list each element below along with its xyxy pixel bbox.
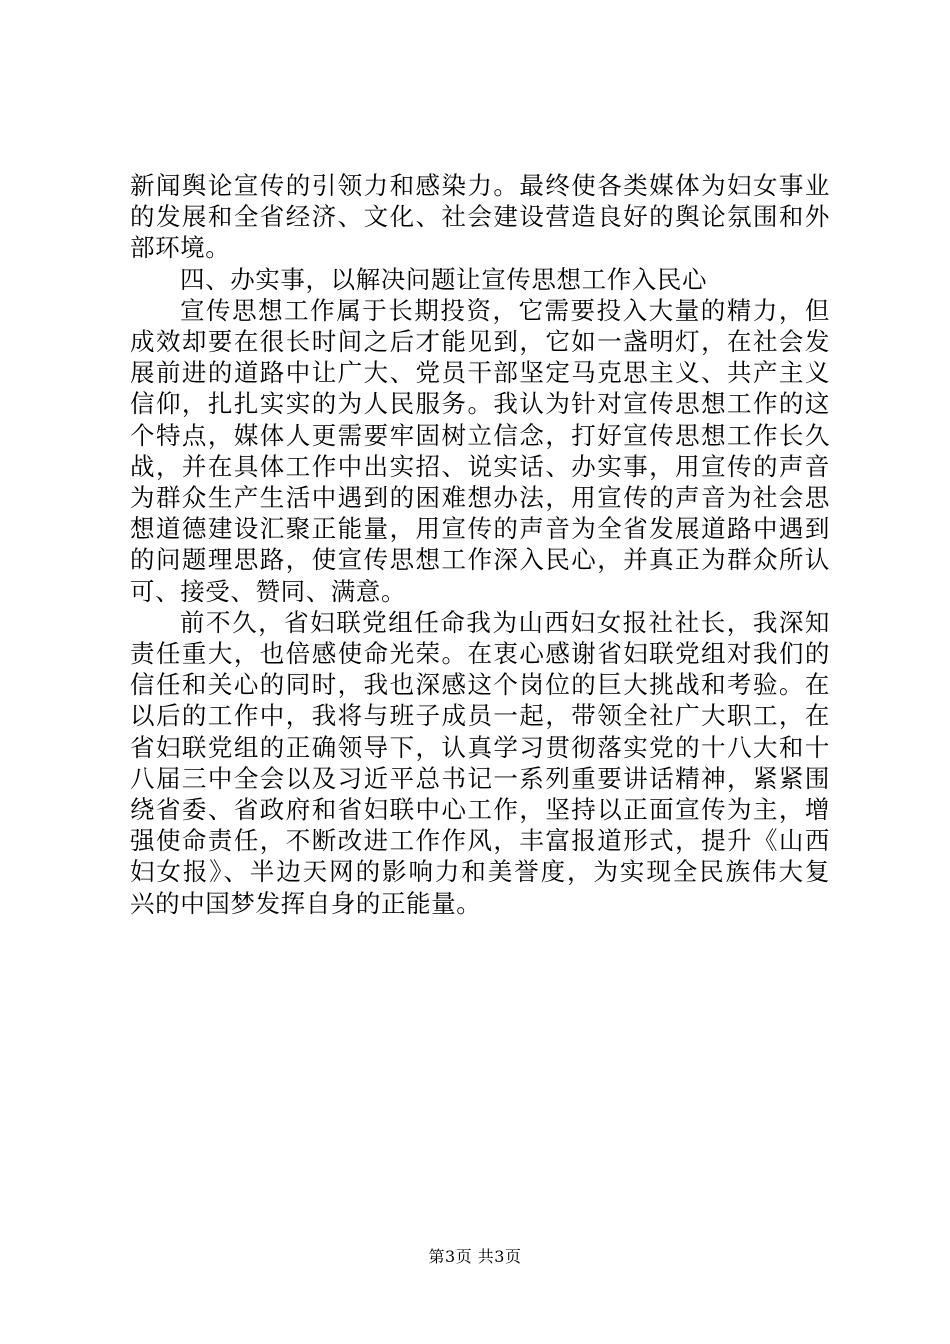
page-footer: 第3页 共3页 [428,1247,522,1266]
text-line: 想道德建设汇聚正能量，用宣传的声音为全省发展道路中遇到 [130,514,830,544]
text-line: 信仰，扎扎实实的为人民服务。我认为针对宣传思想工作的这 [130,389,830,419]
paragraph [130,264,830,295]
text-line: 强使命责任，不断改进工作作风，丰富报道形式，提升《山西 [130,826,830,856]
text-line: 可、接受、赞同、满意。 [130,576,407,606]
text-line: 个特点，媒体人更需要牢固树立信念，打好宣传思想工作长久 [130,420,830,450]
text-line: 八届三中全会以及习近平总书记一系列重要讲话精神，紧紧围 [130,763,830,793]
text-line: 战，并在具体工作中出实招、说实话、办实事，用宣传的声音 [130,451,830,481]
text-line: 责任重大，也倍感使命光荣。在衷心感谢省妇联党组对我们的 [130,639,830,669]
text-line: 省妇联党组的正确领导下，认真学习贯彻落实党的十八大和十 [130,732,830,762]
text-line: 前不久，省妇联党组任命我为山西妇女报社社长，我深知 [180,607,830,637]
body-text [130,170,830,919]
text-line: 部环境。 [130,233,231,263]
text-line: 展前进的道路中让广大、党员干部坚定马克思主义、共产主义 [130,358,830,388]
text-line: 兴的中国梦发挥自身的正能量。 [130,888,482,918]
text-line: 为群众生产生活中遇到的困难想办法，用宣传的声音为社会思 [130,483,830,513]
text-line: 的问题理思路，使宣传思想工作深入民心，并真正为群众所认 [130,545,830,575]
text-line: 的发展和全省经济、文化、社会建设营造良好的舆论氛围和外 [130,202,830,232]
paragraph [130,607,830,919]
text-line: 信任和关心的同时，我也深感这个岗位的巨大挑战和考验。在 [130,670,830,700]
text-line: 妇女报》、半边天网的影响力和美誉度，为实现全民族伟大复 [130,857,830,887]
text-line: 以后的工作中，我将与班子成员一起，带领全社广大职工，在 [130,701,830,731]
text-line: 宣传思想工作属于长期投资，它需要投入大量的精力，但 [180,295,830,325]
text-line: 成效却要在很长时间之后才能见到，它如一盏明灯，在社会发 [130,327,830,357]
text-line: 四、办实事，以解决问题让宣传思想工作入民心 [180,264,708,294]
paragraph [130,170,830,264]
text-line: 绕省委、省政府和省妇联中心工作，坚持以正面宣传为主，增 [130,795,830,825]
text-line: 新闻舆论宣传的引领力和感染力。最终使各类媒体为妇女事业 [130,171,830,200]
paragraph [130,295,830,607]
